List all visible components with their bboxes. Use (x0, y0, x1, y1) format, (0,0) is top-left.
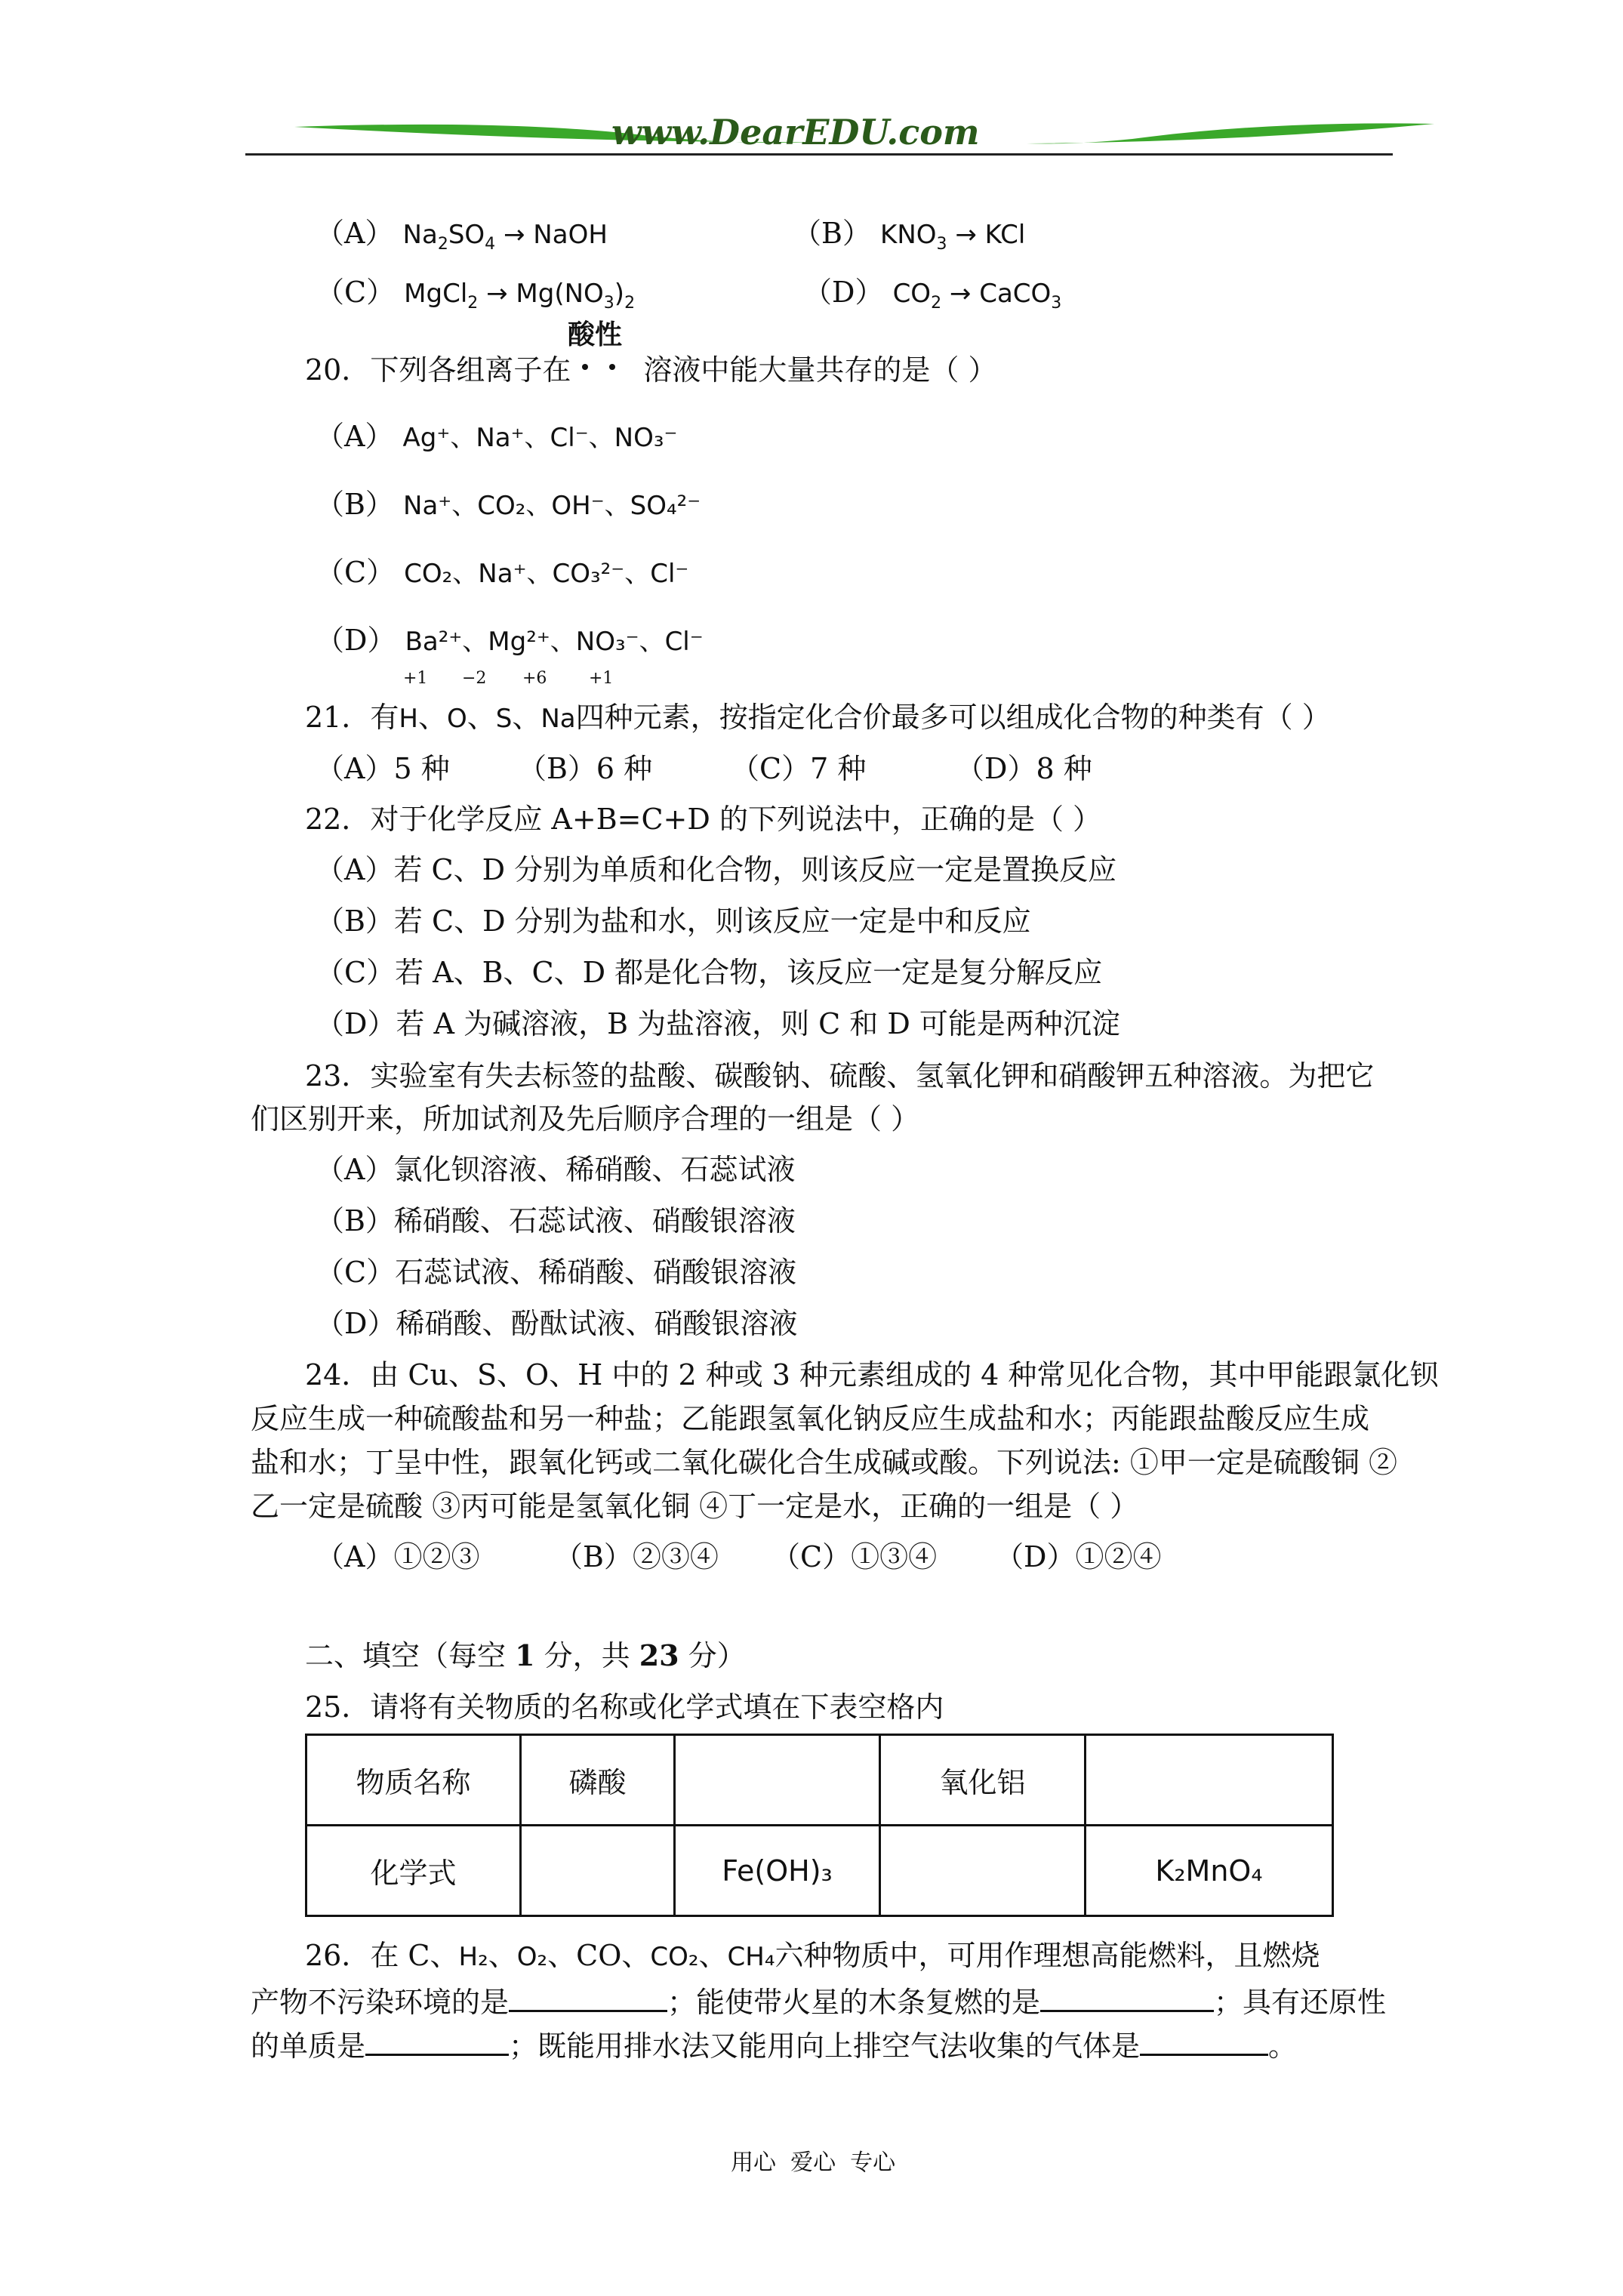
right-swoosh (1027, 123, 1434, 143)
q21-option-d: （D）8 种 (956, 752, 1092, 785)
q19-option-a: （A） $Na_2SO_4$ → NaOH (316, 217, 608, 254)
q24-option-c: （C）①③④ (771, 1540, 938, 1573)
q25-stem: 25．请将有关物质的名称或化学式填在下表空格内 (305, 1690, 944, 1724)
q20-option-b: （B） Na⁺、CO₂、OH⁻、SO₄²⁻ (316, 488, 701, 521)
site-logo[interactable]: www.DearEDU.com (611, 112, 980, 153)
q21-option-c: （C）7 种 (731, 752, 867, 785)
table-cell-blank[interactable] (675, 1735, 880, 1826)
substance-table (305, 1734, 1334, 1917)
q24-line-2: 反应生成一种硫酸盐和另一种盐；乙能跟氢氧化钠反应生成盐和水；丙能跟盐酸反应生成 (251, 1402, 1370, 1435)
q24-line-3: 盐和水；丁呈中性，跟氧化钙或二氧化碳化合生成碱或酸。下列说法: ①甲一定是硫酸铜 ② (251, 1446, 1397, 1479)
table-cell-blank[interactable] (1086, 1735, 1333, 1826)
table-cell-blank[interactable] (521, 1826, 675, 1916)
q23-stem-line-2: 们区别开来，所加试剂及先后顺序合理的一组是（ ） (251, 1102, 920, 1136)
q19-option-c: （C） MgCl$_2$ → $Mg(NO_3)_2$ (316, 276, 636, 313)
q21-option-b: （B）6 种 (518, 752, 653, 785)
q23-stem-line-1: 23．实验室有失去标签的盐酸、碳酸钠、硫酸、氢氧化钾和硝酸钾五种溶液。为把它 (305, 1059, 1375, 1093)
q24-option-d: （D）①②④ (995, 1540, 1162, 1573)
q22-option-a: （A）若 C、D 分别为单质和化合物，则该反应一定是置换反应 (316, 853, 1117, 886)
valence-1: +1 (403, 669, 428, 688)
section-2-title: 二、填空（每空 1 分，共 23 分） (305, 1638, 746, 1672)
answer-blank-1[interactable] (509, 1981, 667, 2012)
q21-option-a: （A）5 种 (316, 752, 450, 785)
q20-stem: 20．下列各组离子在 溶液中能大量共存的是（ ） (305, 353, 997, 387)
q20-option-d: （D） Ba²⁺、Mg²⁺、NO₃⁻、Cl⁻ (316, 624, 704, 657)
answer-blank-3[interactable] (365, 2025, 509, 2056)
table-cell: K₂MnO₄ (1086, 1826, 1333, 1916)
q19-option-b: （B） $KNO_3$ → KCl (793, 217, 1026, 254)
q24-option-b: （B）②③④ (554, 1540, 719, 1573)
q23-option-d: （D）稀硝酸、酚酞试液、硝酸银溶液 (316, 1307, 798, 1340)
table-cell: 磷酸 (521, 1735, 675, 1826)
q26-line-2: 产物不污染环境的是 ；能使带火星的木条复燃的是 ；具有还原性 (251, 1981, 1386, 2021)
q22-option-c: （C）若 A、B、C、D 都是化合物，该反应一定是复分解反应 (316, 956, 1103, 989)
table-row (306, 1826, 1333, 1916)
q23-option-a: （A）氯化钡溶液、稀硝酸、石蕊试液 (316, 1153, 796, 1186)
table-cell: Fe(OH)₃ (675, 1826, 880, 1916)
table-row (306, 1735, 1333, 1826)
valence-2: −2 (462, 669, 487, 688)
q24-option-a: （A）①②③ (316, 1540, 480, 1573)
q26-line-3: 的单质是 ；既能用排水法又能用向上排空气法收集的气体是 。 (251, 2025, 1297, 2065)
q20-option-a: （A） Ag⁺、Na⁺、Cl⁻、NO₃⁻ (316, 420, 678, 453)
answer-blank-4[interactable] (1140, 2025, 1268, 2056)
table-header-cell: 物质名称 (306, 1735, 521, 1826)
table-header-cell: 化学式 (306, 1826, 521, 1916)
q26-line-1: 26．在 C、H₂、O₂、CO、CO₂、CH₄六种物质中，可用作理想高能燃料，且燃烧 (305, 1939, 1320, 1972)
q22-option-d: （D）若 A 为碱溶液，B 为盐溶液，则 C 和 D 可能是两种沉淀 (316, 1007, 1120, 1040)
q19-option-d: （D） $CO_2$ → CaCO$_3$ (803, 276, 1062, 313)
page-footer: 用心 爱心 专心 (731, 2150, 896, 2176)
q22-option-b: （B）若 C、D 分别为盐和水，则该反应一定是中和反应 (316, 905, 1031, 938)
header-rule (245, 153, 1393, 156)
q23-option-c: （C）石蕊试液、稀硝酸、硝酸银溶液 (316, 1256, 797, 1289)
valence-3: +6 (522, 669, 547, 688)
table-cell: 氧化铝 (880, 1735, 1086, 1826)
valence-4: +1 (589, 669, 614, 688)
table-cell-blank[interactable] (880, 1826, 1086, 1916)
answer-blank-2[interactable] (1040, 1981, 1214, 2012)
q22-stem: 22．对于化学反应 A+B=C+D 的下列说法中，正确的是（ ） (305, 803, 1102, 836)
q21-stem: 21．有H、O、S、Na四种元素，按指定化合价最多可以组成化合物的种类有（ ） (305, 701, 1331, 734)
q20-emphasis-word: 酸性 (568, 319, 623, 350)
q23-option-b: （B）稀硝酸、石蕊试液、硝酸银溶液 (316, 1204, 796, 1237)
q24-line-1: 24．由 Cu、S、O、H 中的 2 种或 3 种元素组成的 4 种常见化合物，其中甲能跟氯化钡 (305, 1358, 1439, 1391)
q20-option-c: （C） CO₂、Na⁺、CO₃²⁻、Cl⁻ (316, 556, 689, 589)
q24-line-4: 乙一定是硫酸 ③丙可能是氢氧化铜 ④丁一定是水，正确的一组是（ ） (251, 1490, 1139, 1523)
